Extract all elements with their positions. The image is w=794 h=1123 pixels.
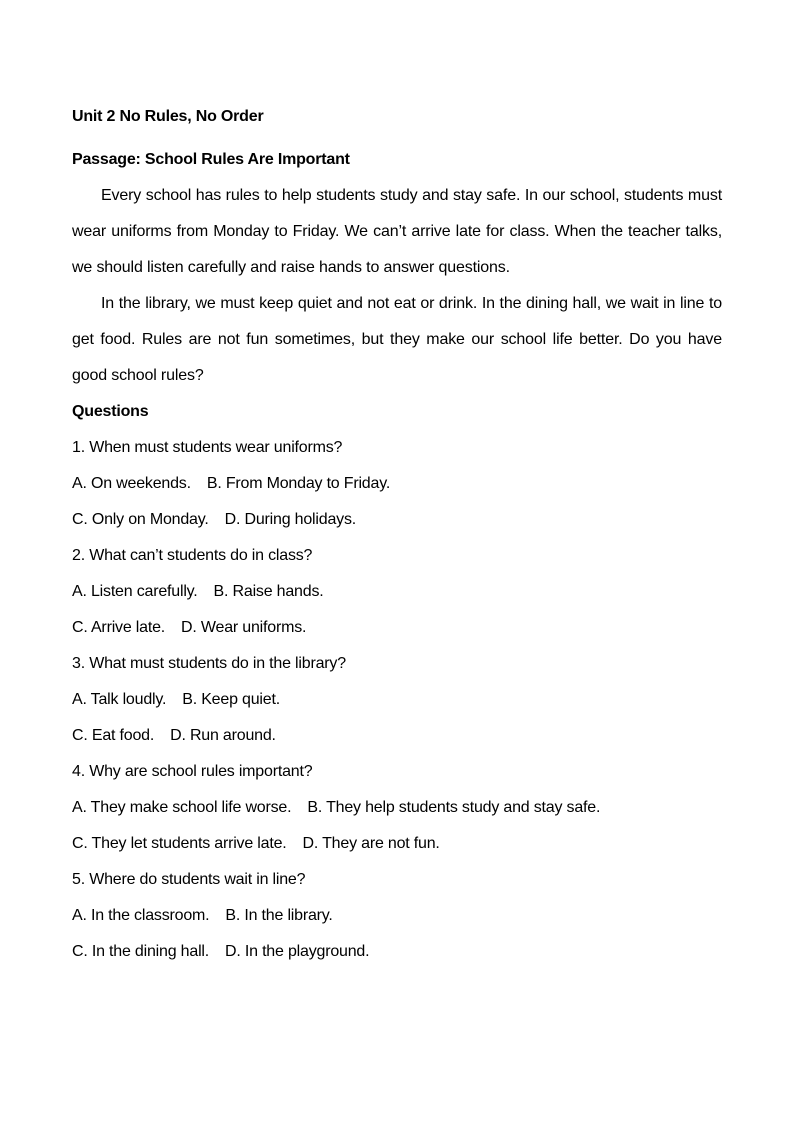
option-c: C. Eat food.: [72, 727, 155, 744]
option-c: C. In the dining hall.: [72, 943, 210, 960]
unit-title: Unit 2 No Rules, No Order: [72, 108, 264, 125]
question-stem: 5. Where do students wait in line?: [72, 871, 306, 888]
option-row: [72, 934, 722, 970]
option-row: [72, 502, 722, 538]
option-b: B. Keep quiet.: [182, 691, 280, 708]
option-d: D. In the playground.: [225, 943, 370, 960]
question-stem: 3. What must students do in the library?: [72, 655, 346, 672]
option-row: [72, 610, 722, 646]
option-row: [72, 682, 722, 718]
question-block: [72, 538, 722, 646]
question-block: [72, 646, 722, 754]
question-block: [72, 754, 722, 862]
option-b: B. Raise hands.: [213, 583, 324, 600]
option-d: D. Run around.: [170, 727, 276, 744]
option-b: B. In the library.: [225, 907, 333, 924]
option-a: A. In the classroom.: [72, 907, 210, 924]
question-block: [72, 862, 722, 970]
passage-paragraph: In the library, we must keep quiet and not eat or drink. In the dining hall, we wait in line to get food. Rules are not fun sometimes, but they make our school life better. Do you have good school rules?: [72, 295, 722, 384]
option-d: D. During holidays.: [224, 511, 356, 528]
option-b: B. They help students study and stay safe.: [307, 799, 601, 816]
option-a: A. On weekends.: [72, 475, 191, 492]
option-d: D. Wear uniforms.: [181, 619, 307, 636]
option-row: [72, 574, 722, 610]
option-row: [72, 466, 722, 502]
question-block: [72, 430, 722, 538]
option-row: [72, 790, 722, 826]
option-c: C. Only on Monday.: [72, 511, 209, 528]
option-b: B. From Monday to Friday.: [206, 475, 391, 492]
option-c: C. They let students arrive late.: [72, 835, 287, 852]
questions-heading: Questions: [72, 403, 149, 420]
option-row: [72, 718, 722, 754]
option-row: [72, 826, 722, 862]
question-stem: 4. Why are school rules important?: [72, 763, 313, 780]
option-row: [72, 898, 722, 934]
option-a: A. Listen carefully.: [72, 583, 198, 600]
option-c: C. Arrive late.: [72, 619, 166, 636]
option-a: A. They make school life worse.: [72, 799, 292, 816]
worksheet-page: [72, 100, 722, 970]
question-stem: 1. When must students wear uniforms?: [72, 439, 343, 456]
passage-title: Passage: School Rules Are Important: [72, 151, 350, 168]
question-stem: 2. What can’t students do in class?: [72, 547, 313, 564]
passage-paragraph: Every school has rules to help students study and stay safe. In our school, students must wear uniforms from Monday to Friday. We can’t arrive late for class. When the teacher talks, we should listen carefully and raise hands to answer questions.: [72, 187, 722, 276]
option-d: D. They are not fun.: [302, 835, 440, 852]
option-a: A. Talk loudly.: [72, 691, 167, 708]
